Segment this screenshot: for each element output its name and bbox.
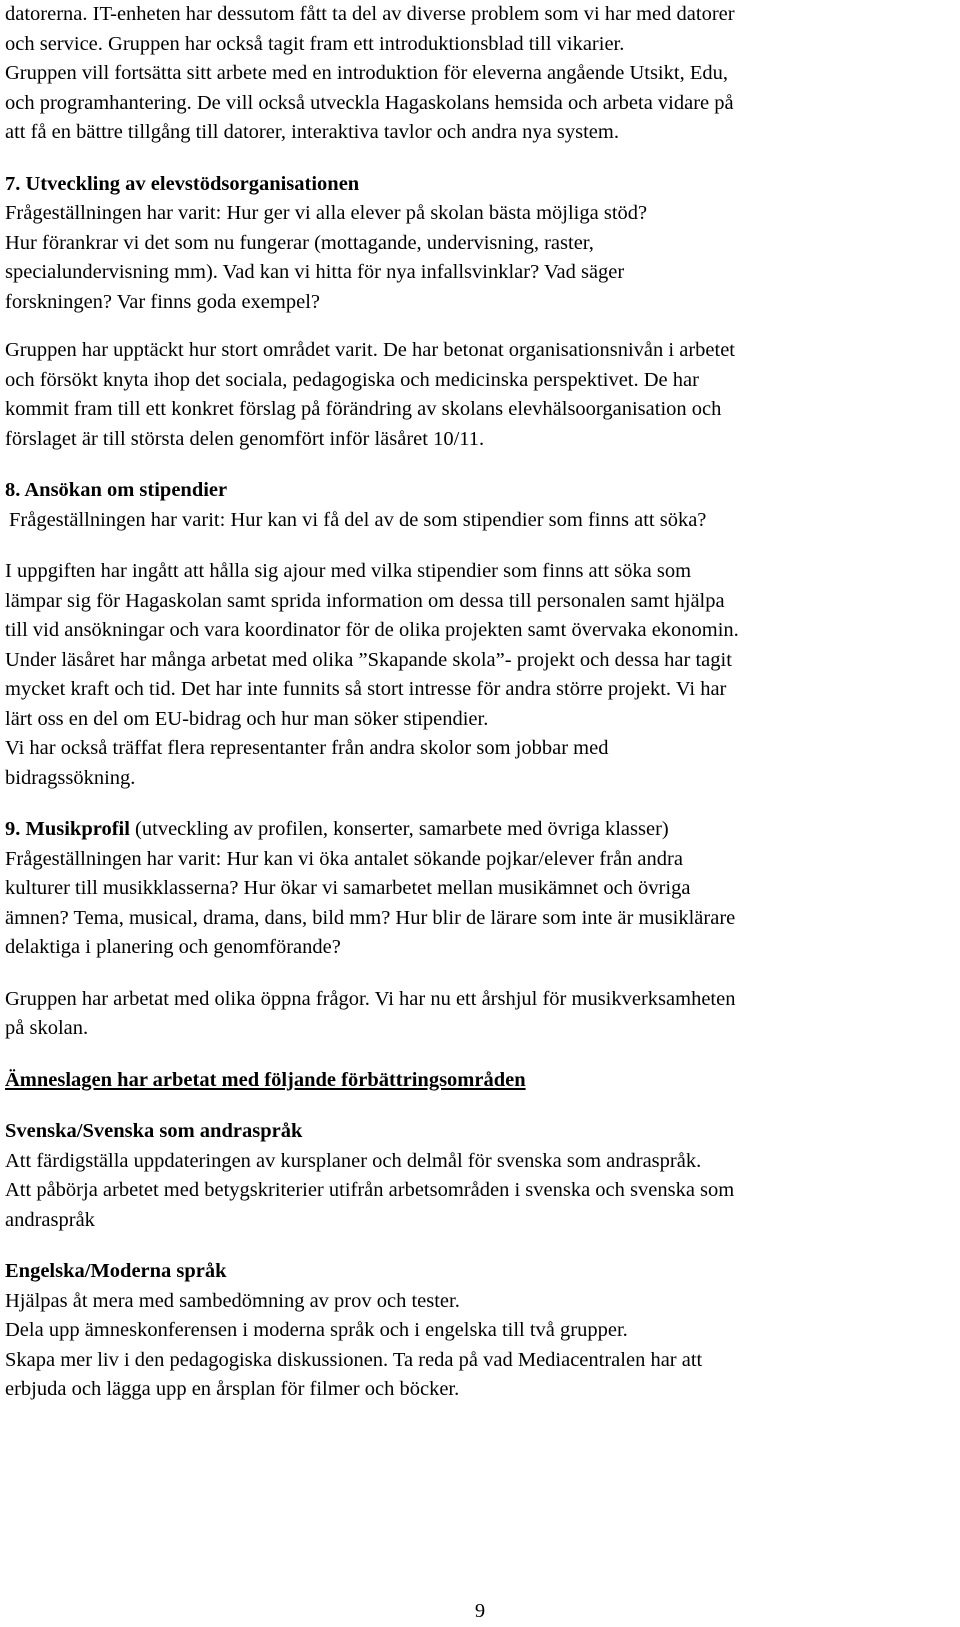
- text-line: Frågeställningen har varit: Hur ger vi alla elever på skolan bästa möjliga stöd?: [5, 202, 648, 224]
- section-heading: [5, 815, 955, 845]
- text-line: att få en bättre tillgång till datorer, interaktiva tavlor och andra nya system.: [5, 121, 619, 143]
- page-number: 9: [474, 1600, 486, 1622]
- text-line: Frågeställningen har varit: Hur kan vi få del av de som stipendier som finns att söka?: [9, 508, 707, 531]
- text-line: mycket kraft och tid. Det har inte funnits så stort intresse för andra större projekt. Vi har: [5, 678, 727, 700]
- text-line: Att färdigställa uppdateringen av kursplaner och delmål för svenska som andraspråk.: [5, 1149, 702, 1172]
- subject-group-engelska: [5, 1257, 955, 1405]
- text-line: Hjälpas åt mera med sambedömning av prov och tester.: [5, 1289, 460, 1312]
- text-line: erbjuda och lägga upp en årsplan för filmer och böcker.: [5, 1378, 460, 1400]
- section-9: [5, 815, 955, 1044]
- text-line: ämnen? Tema, musical, drama, dans, bild mm? Hur blir de lärare som inte är musiklärare: [5, 906, 736, 929]
- document-page: [5, 0, 955, 1405]
- text-line: till vid ansökningar och vara koordinator för de olika projekten samt övervaka ekonomin.: [5, 619, 739, 641]
- intro-paragraph: [5, 0, 955, 148]
- text-line: andraspråk: [5, 1208, 95, 1231]
- text-line: och service. Gruppen har också tagit fram ett introduktionsblad till vikarier.: [5, 32, 625, 55]
- text-line: kulturer till musikklasserna? Hur ökar vi samarbetet mellan musikämnet och övriga: [5, 877, 691, 899]
- text-line: Gruppen vill fortsätta sitt arbete med en introduktion för eleverna angående Utsikt, Edu,: [5, 62, 728, 84]
- text-line: Skapa mer liv i den pedagogiska diskussionen. Ta reda på vad Mediacentralen har att: [5, 1348, 703, 1371]
- subjects-section: [5, 1066, 955, 1405]
- text-line: Dela upp ämneskonferensen i moderna språk och i engelska till två grupper.: [5, 1319, 628, 1341]
- text-line: delaktiga i planering och genomförande?: [5, 936, 341, 958]
- text-line: och försökt knyta ihop det sociala, pedagogiska och medicinska perspektivet. De har: [5, 368, 699, 391]
- text-line: lärt oss en del om EU-bidrag och hur man söker stipendier.: [5, 707, 489, 730]
- text-line: Gruppen har upptäckt hur stort området varit. De har betonat organisationsnivån i arbetet: [5, 339, 735, 361]
- subjects-heading: Ämneslagen har arbetat med följande förbättringsområden: [5, 1068, 526, 1091]
- text-line: Att påbörja arbetet med betygskriterier utifrån arbetsområden i svenska och svenska som: [5, 1179, 735, 1201]
- text-line: lämpar sig för Hagaskolan samt sprida information om dessa till personalen samt hjälpa: [5, 589, 725, 612]
- section-heading: 7. Utveckling av elevstödsorganisationen: [5, 172, 360, 195]
- section-heading-rest: (utveckling av profilen, konserter, samarbete med övriga klasser): [129, 818, 669, 840]
- text-line: Under läsåret har många arbetat med olika ”Skapande skola”- projekt och dessa har tagit: [5, 648, 732, 671]
- text-line: kommit fram till ett konkret förslag på förändring av skolans elevhälsoorganisation och: [5, 398, 722, 420]
- text-line: förslaget är till största delen genomfört inför läsåret 10/11.: [5, 427, 485, 450]
- text-line: Frågeställningen har varit: Hur kan vi öka antalet sökande pojkar/elever från andra: [5, 847, 683, 870]
- section-7: [5, 170, 955, 455]
- subject-title: Svenska/Svenska som andraspråk: [5, 1120, 303, 1142]
- text-line: I uppgiften har ingått att hålla sig ajour med vilka stipendier som finns att söka som: [5, 560, 692, 582]
- text-line: Gruppen har arbetat med olika öppna frågor. Vi har nu ett årshjul för musikverksamheten: [5, 987, 736, 1010]
- text-line: Vi har också träffat flera representanter från andra skolor som jobbar med: [5, 737, 609, 759]
- text-line: på skolan.: [5, 1017, 89, 1039]
- section-heading: 8. Ansökan om stipendier: [5, 479, 228, 501]
- text-line: och programhantering. De vill också utveckla Hagaskolans hemsida och arbeta vidare på: [5, 91, 734, 114]
- section-8: [5, 476, 955, 793]
- section-heading-bold: 9. Musikprofil: [5, 818, 130, 840]
- text-line: datorerna. IT-enheten har dessutom fått ta del av diverse problem som vi har med datorer: [5, 3, 735, 25]
- text-line: specialundervisning mm). Vad kan vi hitta för nya infallsvinklar? Vad säger: [5, 261, 625, 283]
- text-line: bidragssökning.: [5, 766, 136, 789]
- text-line: forskningen? Var finns goda exempel?: [5, 290, 320, 313]
- subject-title: Engelska/Moderna språk: [5, 1260, 227, 1282]
- text-line: Hur förankrar vi det som nu fungerar (mottagande, undervisning, raster,: [5, 231, 594, 254]
- subject-group-svenska: [5, 1117, 955, 1235]
